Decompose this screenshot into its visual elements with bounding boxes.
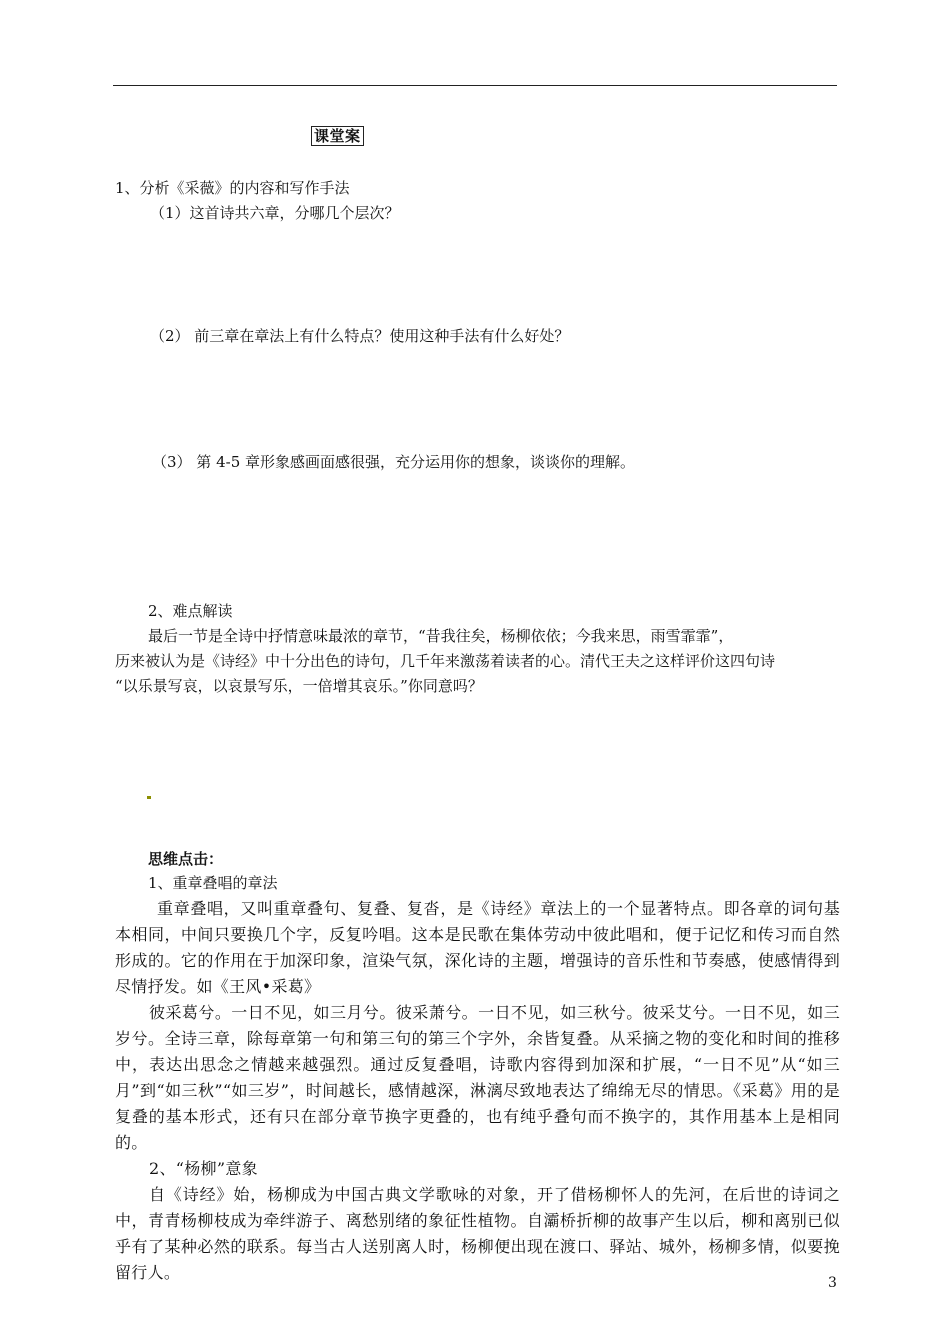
header-rule — [113, 85, 837, 86]
thinking-subheading-1: 1、重章叠唱的章法 — [148, 874, 278, 892]
question-3: （3） 第 4-5 章形象感画面感很强，充分运用你的想象，谈谈你的理解。 — [152, 453, 636, 471]
stray-mark — [147, 796, 151, 799]
page-title: 课堂案 — [311, 126, 364, 146]
paragraph-willow: 自《诗经》始，杨柳成为中国古典文学歌咏的对象，开了借杨柳怀人的先河，在后世的诗词之中，青青杨柳枝成为牵绊游子、离愁别绪的象征性植物。自灞桥折柳的故事产生以后，柳和离别已似乎有了某种必然的联系。每当古人送别离人时，杨柳便出现在渡口、驿站、城外，杨柳多情，似要挽留行人。 — [115, 1185, 840, 1282]
paragraph-caige: 彼采葛兮。一日不见，如三月兮。彼采萧兮。一日不见，如三秋兮。彼采艾兮。一日不见，如三岁兮。全诗三章，除每章第一句和第三句的第三个字外，余皆复叠。从采摘之物的变化和时间的推移中，表达出思念之情越来越强烈。通过反复叠唱，诗歌内容得到加深和扩展，“一日不见”从“如三月”到“如三秋”“如三岁”，时间越长，感情越深，淋漓尽致地表达了绵绵无尽的情思。《采葛》用的是复叠的基本形式，还有只在部分章节换字更叠的，也有纯乎叠句而不换字的，其作用基本上是相同的。 — [115, 1003, 840, 1152]
thinking-body — [115, 896, 840, 1286]
section2-line-3: “以乐景写哀，以哀景写乐，一倍增其哀乐。”你同意吗？ — [115, 677, 483, 695]
section1-heading: 1、分析《采薇》的内容和写作手法 — [115, 179, 350, 197]
section2-line-1: 最后一节是全诗中抒情意味最浓的章节，“昔我往矣，杨柳依依；今我来思，雨雪霏霏”， — [148, 627, 734, 645]
page-number: 3 — [828, 1275, 837, 1291]
section2-heading: 2、难点解读 — [148, 602, 233, 620]
question-2: （2） 前三章在章法上有什么特点？使用这种手法有什么好处？ — [150, 327, 570, 345]
thinking-subheading-2: 2、“杨柳”意象 — [149, 1159, 258, 1178]
section2-line-2: 历来被认为是《诗经》中十分出色的诗句，几千年来激荡着读者的心。清代王夫之这样评价这四句诗 — [115, 652, 776, 670]
question-1: （1）这首诗共六章，分哪几个层次？ — [150, 204, 400, 222]
thinking-heading: 思维点击： — [148, 850, 224, 868]
paragraph-repetition: 重章叠唱，又叫重章叠句、复叠、复沓，是《诗经》章法上的一个显著特点。即各章的词句基本相同，中间只要换几个字，反复吟唱。这本是民歌在集体劳动中彼此唱和，便于记忆和传习而自然形成的。它的作用在于加深印象，渲染气氛，深化诗的主题，增强诗的音乐性和节奏感，使感情得到尽情抒发。如《王风•采葛》 — [115, 899, 840, 996]
